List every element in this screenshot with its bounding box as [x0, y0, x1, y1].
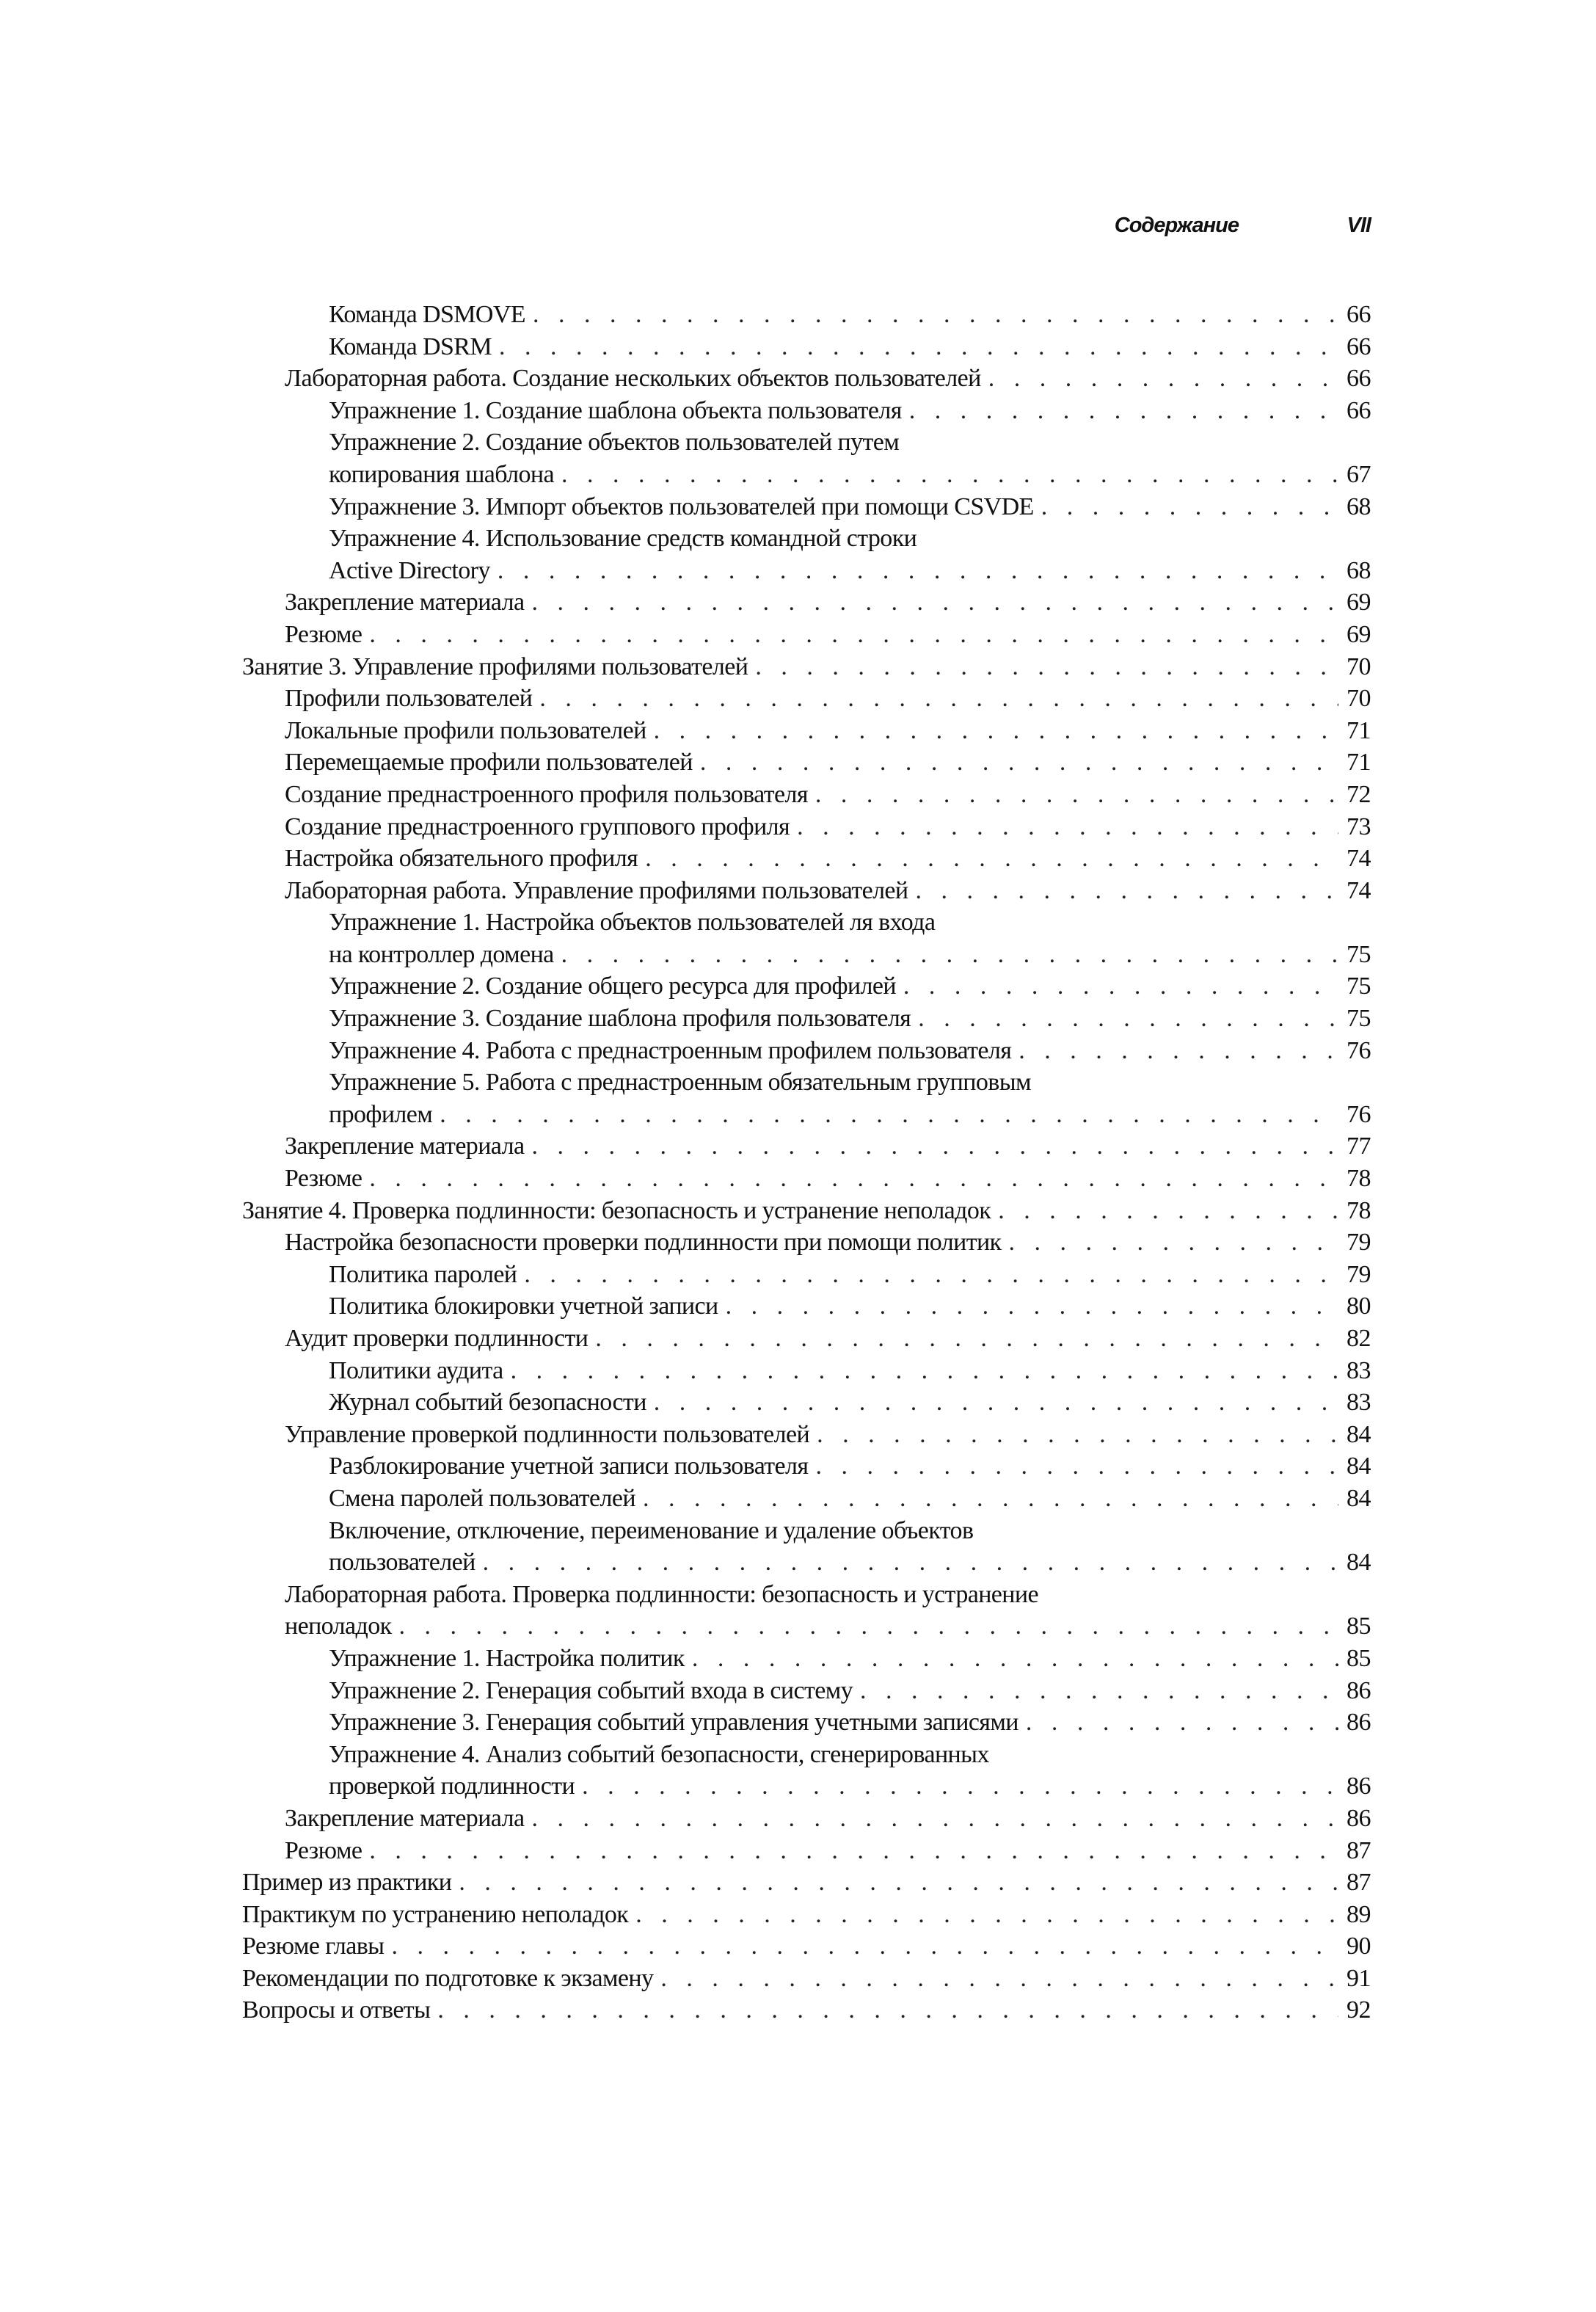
- toc-entry-title: Создание преднастроенного группового профиля: [285, 813, 790, 840]
- toc-entry-page: 71: [1347, 749, 1371, 777]
- toc-dot-leader: [369, 619, 1338, 651]
- toc-entry-title: Политика паролей: [329, 1260, 517, 1288]
- toc-entry: [242, 746, 1371, 779]
- toc-entry-title: Политики аудита: [329, 1356, 503, 1384]
- toc-dot-leader: [595, 1323, 1338, 1355]
- toc-dot-leader: [483, 1546, 1338, 1579]
- toc-entry-title: Упражнение 3. Генерация событий управления учетными записями: [329, 1709, 1019, 1737]
- toc-entry: [242, 906, 1371, 939]
- toc-entry-page: 91: [1347, 1964, 1371, 1992]
- toc-entry: [242, 491, 1371, 523]
- toc-entry: [242, 683, 1371, 715]
- toc-entry-page: 78: [1347, 1196, 1371, 1224]
- toc-entry-title: Настройка обязательного профиля: [285, 845, 638, 873]
- toc-entry-title: Профили пользователей: [285, 685, 533, 713]
- toc-entry-title: Упражнение 2. Создание общего ресурса для профилей: [329, 973, 896, 1000]
- toc-dot-leader: [511, 1355, 1338, 1387]
- toc-entry-title: Аудит проверки подлинности: [285, 1325, 589, 1352]
- toc-dot-leader: [437, 1994, 1338, 2026]
- toc-entry-page: 84: [1347, 1420, 1371, 1448]
- running-head-title: Содержание: [1114, 214, 1239, 237]
- toc-entry-title: Лабораторная работа. Создание нескольких объектов пользователей: [285, 365, 981, 393]
- toc-entry-page: 70: [1347, 685, 1371, 713]
- toc-entry: [242, 1515, 1371, 1547]
- toc-entry: [242, 363, 1371, 395]
- toc-dot-leader: [369, 1163, 1338, 1195]
- toc-entry-title-continuation: пользователей: [329, 1549, 475, 1577]
- toc-entry-page: 85: [1347, 1613, 1371, 1640]
- toc-dot-leader: [531, 1803, 1338, 1835]
- toc-entry-page: 87: [1347, 1836, 1371, 1864]
- toc-entry-title: Упражнение 3. Создание шаблона профиля пользователя: [329, 1005, 911, 1033]
- toc-entry-title: Резюме главы: [242, 1933, 385, 1960]
- toc-entry-continuation: [242, 459, 1371, 491]
- toc-entry-title: Закрепление материала: [285, 589, 525, 617]
- toc-entry: [242, 1130, 1371, 1163]
- toc-entry: [242, 1706, 1371, 1739]
- toc-entry: [242, 1226, 1371, 1259]
- toc-dot-leader: [531, 586, 1338, 619]
- toc-entry-title: Упражнение 4. Анализ событий безопасности, сгенерированных: [329, 1740, 989, 1768]
- toc-entry-title: Закрепление материала: [285, 1804, 525, 1832]
- toc-entry-page: 70: [1347, 652, 1371, 680]
- toc-entry-page: 73: [1347, 813, 1371, 840]
- toc-entry-page: 87: [1347, 1869, 1371, 1897]
- toc-dot-leader: [692, 1643, 1338, 1675]
- toc-entry-page: 67: [1347, 460, 1371, 488]
- toc-entry: [242, 1930, 1371, 1963]
- toc-entry-continuation: [242, 1770, 1371, 1803]
- toc-entry: [242, 619, 1371, 651]
- toc-entry: [242, 1066, 1371, 1099]
- toc-dot-leader: [533, 299, 1338, 331]
- toc-entry: [242, 1739, 1371, 1771]
- toc-entry-title-continuation: Active Directory: [329, 556, 490, 584]
- toc-dot-leader: [440, 1099, 1338, 1131]
- toc-entry: [242, 779, 1371, 811]
- toc-dot-leader: [797, 811, 1338, 843]
- toc-entry-title: Лабораторная работа. Проверка подлинности: безопасность и устранение: [285, 1580, 1038, 1608]
- toc-dot-leader: [909, 395, 1338, 427]
- toc-entry-title: Создание преднастроенного профиля пользователя: [285, 780, 808, 808]
- toc-entry-title: Настройка безопасности проверки подлинности при помощи политик: [285, 1229, 1002, 1257]
- toc-dot-leader: [988, 363, 1338, 395]
- toc-dot-leader: [660, 1963, 1338, 1995]
- toc-entry: [242, 1963, 1371, 1995]
- toc-dot-leader: [815, 779, 1338, 811]
- toc-entry-title: Резюме: [285, 1836, 362, 1864]
- toc-entry-page: 75: [1347, 973, 1371, 1000]
- toc-dot-leader: [1008, 1226, 1338, 1259]
- toc-entry-title: Политика блокировки учетной записи: [329, 1293, 718, 1320]
- toc-entry-page: 76: [1347, 1036, 1371, 1064]
- toc-dot-leader: [539, 683, 1338, 715]
- toc-entry: [242, 1290, 1371, 1323]
- toc-entry-page: 69: [1347, 620, 1371, 648]
- toc-dot-leader: [391, 1930, 1338, 1963]
- toc-entry-page: 83: [1347, 1356, 1371, 1384]
- toc-entry-page: 74: [1347, 845, 1371, 873]
- toc-entry: [242, 1450, 1371, 1483]
- toc-entry-title: Локальные профили пользователей: [285, 716, 646, 744]
- toc-dot-leader: [399, 1610, 1338, 1643]
- toc-entry: [242, 395, 1371, 427]
- toc-entry-page: 80: [1347, 1293, 1371, 1320]
- toc-dot-leader: [459, 1866, 1338, 1899]
- toc-entry-page: 68: [1347, 556, 1371, 584]
- toc-entry-title: Разблокирование учетной записи пользователя: [329, 1453, 809, 1480]
- toc-entry-title: Занятие 4. Проверка подлинности: безопасность и устранение неполадок: [242, 1196, 991, 1224]
- toc-dot-leader: [635, 1899, 1338, 1931]
- toc-entry-title-continuation: профилем: [329, 1100, 433, 1128]
- toc-entry-continuation: [242, 1099, 1371, 1131]
- toc-entry-page: 84: [1347, 1484, 1371, 1512]
- toc-entry-title-continuation: неполадок: [285, 1613, 392, 1640]
- toc-entry-page: 76: [1347, 1100, 1371, 1128]
- toc-dot-leader: [369, 1835, 1338, 1867]
- toc-entry-title: Упражнение 4. Работа с преднастроенным профилем пользователя: [329, 1036, 1012, 1064]
- toc-entry: [242, 1259, 1371, 1291]
- toc-entry-page: 66: [1347, 332, 1371, 360]
- toc-entry-page: 86: [1347, 1773, 1371, 1800]
- toc-entry-page: 72: [1347, 780, 1371, 808]
- toc-entry: [242, 1355, 1371, 1387]
- toc-dot-leader: [726, 1290, 1338, 1323]
- toc-entry: [242, 1386, 1371, 1419]
- toc-entry-continuation: [242, 1610, 1371, 1643]
- toc-entry-page: 66: [1347, 365, 1371, 393]
- toc-entry-title: Вопросы и ответы: [242, 1996, 431, 2024]
- toc-entry-title: Лабораторная работа. Управление профилями пользователей: [285, 876, 908, 904]
- toc-entry: [242, 970, 1371, 1003]
- toc-entry: [242, 1579, 1371, 1611]
- toc-dot-leader: [498, 555, 1338, 587]
- toc-entry-title: Упражнение 1. Создание шаблона объекта пользователя: [329, 396, 902, 424]
- toc-dot-leader: [916, 875, 1338, 907]
- toc-dot-leader: [998, 1195, 1338, 1227]
- toc-entry: [242, 843, 1371, 875]
- toc-entry: [242, 1643, 1371, 1675]
- toc-entry-page: 75: [1347, 940, 1371, 968]
- toc-entry: [242, 1323, 1371, 1355]
- toc-dot-leader: [561, 459, 1338, 491]
- toc-entry: [242, 299, 1371, 331]
- toc-entry-title-continuation: копирования шаблона: [329, 460, 554, 488]
- toc-entry: [242, 523, 1371, 555]
- toc-entry-title: Включение, отключение, переименование и удаление объектов: [329, 1516, 974, 1544]
- toc-entry-title-continuation: на контроллер домена: [329, 940, 554, 968]
- toc-dot-leader: [1019, 1035, 1338, 1067]
- running-head-page-number: VII: [1347, 214, 1371, 237]
- toc-entry: [242, 715, 1371, 747]
- toc-entry: [242, 1675, 1371, 1707]
- toc-entry-page: 77: [1347, 1133, 1371, 1160]
- toc-entry: [242, 1866, 1371, 1899]
- toc-entry-title-continuation: проверкой подлинности: [329, 1773, 575, 1800]
- toc-entry-title: Упражнение 3. Импорт объектов пользователей при помощи CSVDE: [329, 492, 1034, 520]
- toc-entry-page: 86: [1347, 1804, 1371, 1832]
- toc-dot-leader: [654, 715, 1338, 747]
- toc-dot-leader: [755, 651, 1338, 683]
- toc-entry-page: 66: [1347, 396, 1371, 424]
- toc-entry-title: Резюме: [285, 620, 362, 648]
- toc-entry: [242, 1994, 1371, 2026]
- toc-entry-title: Упражнение 5. Работа с преднастроенным обязательным групповым: [329, 1069, 1031, 1097]
- toc-entry-title: Смена паролей пользователей: [329, 1484, 635, 1512]
- toc-entry-title: Перемещаемые профили пользователей: [285, 749, 693, 777]
- toc-dot-leader: [1041, 491, 1338, 523]
- toc-entry-page: 83: [1347, 1389, 1371, 1417]
- toc-entry-page: 84: [1347, 1549, 1371, 1577]
- toc-dot-leader: [815, 1450, 1338, 1483]
- toc-dot-leader: [903, 970, 1338, 1003]
- toc-entry-title: Журнал событий безопасности: [329, 1389, 646, 1417]
- toc-entry-page: 79: [1347, 1260, 1371, 1288]
- toc-entry: [242, 1003, 1371, 1035]
- toc-dot-leader: [582, 1770, 1338, 1803]
- toc-dot-leader: [860, 1675, 1338, 1707]
- toc-entry-continuation: [242, 555, 1371, 587]
- toc-entry-page: 89: [1347, 1900, 1371, 1928]
- toc-entry-page: 75: [1347, 1005, 1371, 1033]
- toc-entry: [242, 331, 1371, 363]
- toc-entry-page: 84: [1347, 1453, 1371, 1480]
- toc-entry-page: 86: [1347, 1709, 1371, 1737]
- toc-entry: [242, 1419, 1371, 1451]
- toc-entry-page: 90: [1347, 1933, 1371, 1960]
- toc-entry-continuation: [242, 1546, 1371, 1579]
- toc-entry: [242, 1163, 1371, 1195]
- toc-entry-title: Упражнение 1. Настройка политик: [329, 1644, 685, 1672]
- toc-dot-leader: [645, 843, 1338, 875]
- toc-dot-leader: [700, 746, 1338, 779]
- toc-entry: [242, 1483, 1371, 1515]
- toc-entry-page: 86: [1347, 1676, 1371, 1704]
- toc-entry: [242, 426, 1371, 459]
- toc-entry-title: Практикум по устранению неполадок: [242, 1900, 629, 1928]
- toc-entry-title: Команда DSRM: [329, 332, 492, 360]
- toc-entry: [242, 875, 1371, 907]
- toc-entry-page: 78: [1347, 1165, 1371, 1193]
- toc-entry-page: 68: [1347, 492, 1371, 520]
- toc-entry: [242, 1035, 1371, 1067]
- toc-entry: [242, 811, 1371, 843]
- table-of-contents: [242, 299, 1371, 2026]
- toc-entry-title: Пример из практики: [242, 1869, 452, 1897]
- toc-entry-title: Команда DSMOVE: [329, 301, 525, 328]
- toc-entry-page: 85: [1347, 1644, 1371, 1672]
- toc-dot-leader: [561, 939, 1338, 971]
- toc-dot-leader: [817, 1419, 1338, 1451]
- toc-dot-leader: [524, 1259, 1338, 1291]
- toc-entry-continuation: [242, 939, 1371, 971]
- toc-entry-title: Резюме: [285, 1165, 362, 1193]
- toc-entry: [242, 651, 1371, 683]
- toc-entry-title: Закрепление материала: [285, 1133, 525, 1160]
- toc-entry-title: Упражнение 1. Настройка объектов пользователей ля входа: [329, 909, 936, 937]
- toc-dot-leader: [531, 1130, 1338, 1163]
- toc-entry-title: Упражнение 4. Использование средств командной строки: [329, 525, 917, 553]
- running-head: [0, 208, 1371, 244]
- toc-entry: [242, 586, 1371, 619]
- toc-entry: [242, 1899, 1371, 1931]
- toc-entry-page: 79: [1347, 1229, 1371, 1257]
- toc-dot-leader: [918, 1003, 1338, 1035]
- toc-dot-leader: [654, 1386, 1338, 1419]
- toc-entry-title: Управление проверкой подлинности пользователей: [285, 1420, 810, 1448]
- toc-entry-page: 82: [1347, 1325, 1371, 1352]
- toc-entry: [242, 1195, 1371, 1227]
- toc-entry-page: 74: [1347, 876, 1371, 904]
- toc-entry-page: 71: [1347, 716, 1371, 744]
- toc-dot-leader: [1026, 1706, 1338, 1739]
- toc-entry: [242, 1803, 1371, 1835]
- toc-entry-title: Рекомендации по подготовке к экзамену: [242, 1964, 654, 1992]
- toc-entry-page: 66: [1347, 301, 1371, 328]
- toc-entry-page: 92: [1347, 1996, 1371, 2024]
- toc-dot-leader: [643, 1483, 1338, 1515]
- toc-dot-leader: [499, 331, 1338, 363]
- toc-entry: [242, 1835, 1371, 1867]
- toc-entry-title: Упражнение 2. Генерация событий входа в систему: [329, 1676, 853, 1704]
- toc-entry-title: Занятие 3. Управление профилями пользователей: [242, 652, 748, 680]
- toc-entry-page: 69: [1347, 589, 1371, 617]
- toc-entry-title: Упражнение 2. Создание объектов пользователей путем: [329, 429, 900, 457]
